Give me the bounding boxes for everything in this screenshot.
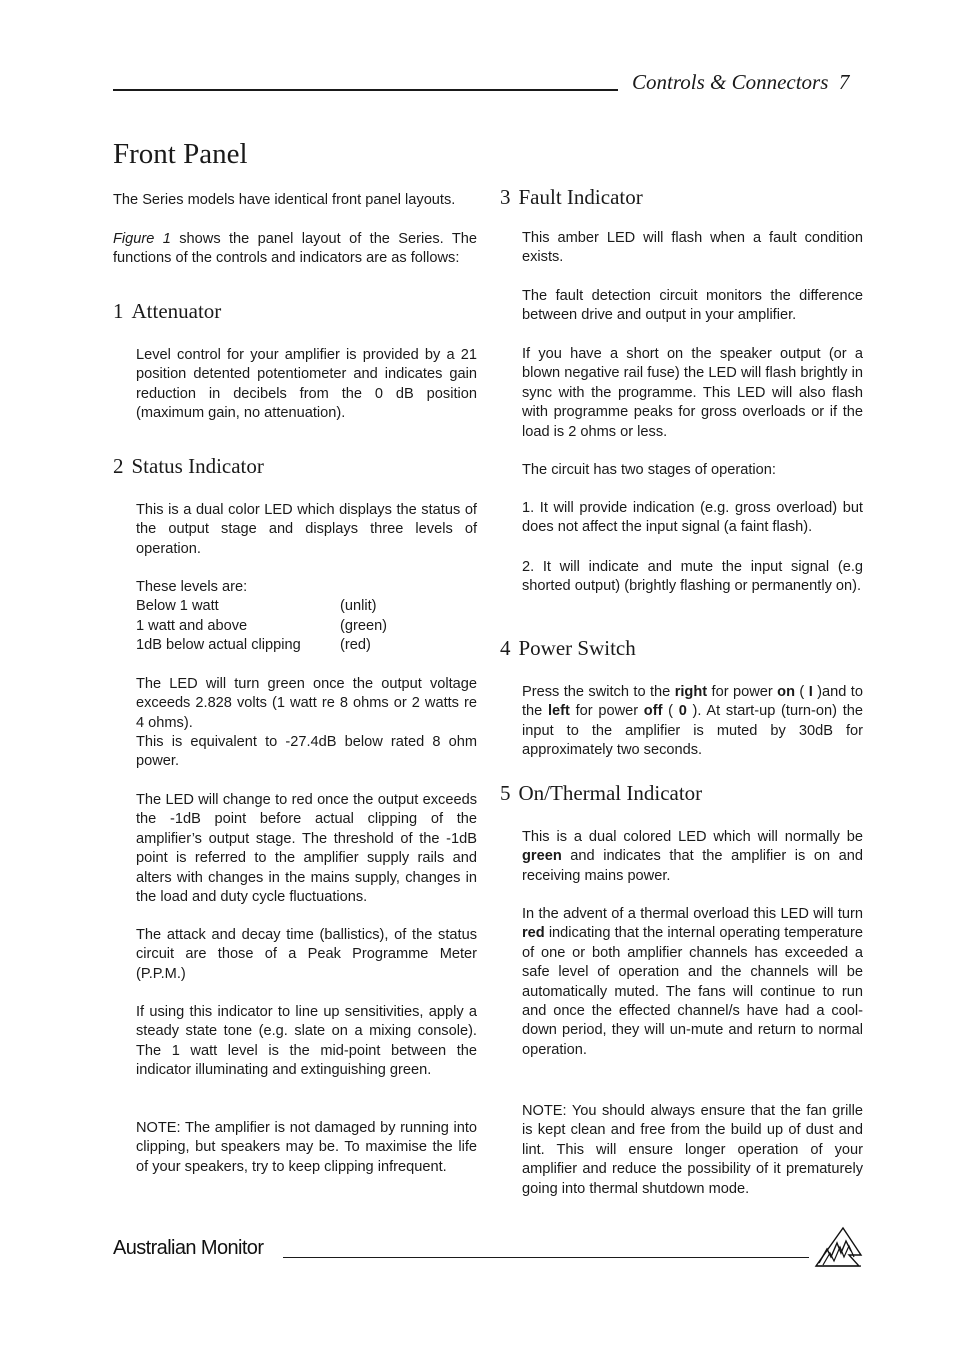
bold-off: off xyxy=(643,703,663,720)
status-note: NOTE: The amplifier is not damaged by running into clipping, but speakers may be. To maximise the life of your speakers, try to keep clipping infrequent. xyxy=(136,1120,477,1175)
section-title: Attenuator xyxy=(131,299,222,323)
section-number: 3 xyxy=(500,185,511,209)
intro-paragraph-2 xyxy=(113,230,477,269)
bold-symbol-off: 0 xyxy=(678,703,687,720)
attenuator-paragraph: Level control for your amplifier is provided by a 21 position detented potentiometer and indicates gain reduction in decibels from the 0 dB position (maximum gain, no attenuation). xyxy=(136,347,477,422)
header-page-number: 7 xyxy=(838,70,850,94)
status-paragraph-2: The LED will turn green once the output voltage exceeds 2.828 volts (1 watt re 8 ohms or 2 watts re 4 ohms). xyxy=(136,676,477,731)
thermal-paragraph-2 xyxy=(522,905,863,1060)
level-label: 1 watt and above xyxy=(136,618,248,634)
fault-paragraph-2: The fault detection circuit monitors the difference between drive and output in your amplifier. xyxy=(522,288,863,324)
level-row xyxy=(136,597,377,616)
bold-red: red xyxy=(522,925,545,942)
level-value: (unlit) xyxy=(340,598,377,614)
bold-left: left xyxy=(548,703,570,720)
fault-paragraph-6: 2. It will indicate and mute the input signal (e.g shorted output) (brightly flashing or permanently on). xyxy=(522,559,863,595)
section-title: Power Switch xyxy=(518,636,636,660)
level-label: Below 1 watt xyxy=(136,598,219,614)
level-row xyxy=(136,636,371,655)
thermal-paragraph-1 xyxy=(522,828,863,886)
text-run: Press the switch to the xyxy=(522,684,675,700)
text-run: ( xyxy=(795,684,809,700)
text-run: and indicates that the amplifier is on and receiving mains power. xyxy=(522,848,863,884)
thermal-note: NOTE: You should always ensure that the fan grille is kept clean and free from the build up of dust and lint. This will ensure longer operation of your amplifier and reduce the possibility of it prematurely going into thermal shutdown mode. xyxy=(522,1103,863,1197)
bold-on: on xyxy=(777,684,795,700)
bold-green: green xyxy=(522,848,562,865)
status-paragraph-6: If using this indicator to line up sensitivities, apply a steady state tone (e.g. slate on a mixing console). The 1 watt level is the mid-point between the indicator illuminating and extinguishing green. xyxy=(136,1004,477,1079)
section-heading-on-thermal-indicator xyxy=(500,781,702,806)
status-paragraph-5: The attack and decay time (ballistics), of the status circuit are those of a Peak Programme Meter (P.P.M.) xyxy=(136,927,477,982)
bold-right: right xyxy=(674,684,708,700)
page-title: Front Panel xyxy=(113,138,248,170)
brand-name: Australian Monitor xyxy=(113,1237,264,1259)
australian-monitor-logo-icon xyxy=(813,1225,863,1267)
fault-paragraph-3: If you have a short on the speaker output (or a blown negative rail fuse) the LED will flash brightly in sync with the programme. This LED will also flash with programme peaks for gross overloads or if the load is 2 ohms or less. xyxy=(522,346,863,440)
section-title: Fault Indicator xyxy=(518,185,643,209)
bold-symbol-on: I xyxy=(808,684,813,700)
section-title: Status Indicator xyxy=(131,454,264,478)
intro-text: shows the panel layout of the Series. The functions of the controls and indicators are as follows: xyxy=(113,231,477,267)
header-rule xyxy=(113,89,618,91)
text-run: ). At start-up (turn-on) the input to the amplifier is muted by 30dB for approximately two seconds. xyxy=(522,703,863,759)
text-run: for power xyxy=(569,703,644,720)
text-run: ( xyxy=(662,703,679,720)
section-heading-fault-indicator xyxy=(500,185,643,210)
section-number: 2 xyxy=(113,454,124,478)
text-run: This is a dual colored LED which will normally be xyxy=(522,829,863,845)
status-paragraph-4: The LED will change to red once the output exceeds the -1dB point before actual clipping of the amplifier’s output stage. The threshold of the -1dB point is referred to the amplifier supply rails and alters with changes in the mains supply, changes in the load and duty cycle fluctuations. xyxy=(136,792,477,906)
figure-reference: Figure 1 xyxy=(113,231,171,247)
levels-heading: These levels are: xyxy=(136,579,248,595)
level-value: (red) xyxy=(340,637,371,653)
level-value: (green) xyxy=(340,618,388,634)
fault-paragraph-4: The circuit has two stages of operation: xyxy=(522,462,776,478)
section-heading-power-switch xyxy=(500,636,636,661)
fault-paragraph-5: 1. It will provide indication (e.g. gross overload) but does not affect the input signal (a faint flash). xyxy=(522,500,863,536)
fault-paragraph-1: This amber LED will flash when a fault condition exists. xyxy=(522,230,863,266)
section-number: 4 xyxy=(500,636,511,660)
section-number: 1 xyxy=(113,299,124,323)
running-header xyxy=(632,70,849,95)
section-heading-status-indicator xyxy=(113,454,264,479)
text-run: )and to the xyxy=(522,684,863,720)
level-label: 1dB below actual clipping xyxy=(136,637,301,653)
level-row xyxy=(136,617,388,636)
footer-rule xyxy=(283,1257,809,1258)
section-heading-attenuator xyxy=(113,299,221,324)
text-run: In the advent of a thermal overload this LED will turn xyxy=(522,906,863,922)
section-title: On/Thermal Indicator xyxy=(518,781,703,805)
text-run: for power xyxy=(707,684,778,700)
intro-paragraph-1: The Series models have identical front panel layouts. xyxy=(113,192,456,208)
power-switch-paragraph xyxy=(522,683,863,761)
section-number: 5 xyxy=(500,781,511,805)
status-paragraph-1: This is a dual color LED which displays the status of the output stage and displays three levels of operation. xyxy=(136,502,477,557)
header-section: Controls & Connectors xyxy=(632,70,829,94)
status-paragraph-3: This is equivalent to -27.4dB below rated 8 ohm power. xyxy=(136,734,477,770)
text-run: indicating that the internal operating temperature of one or both amplifier channels has exceeded a safe level of operation and the channels will be automatically muted. The fans will continue to run and once the effected channel/s have had a cool-down period, they will un-mute and return to normal operation. xyxy=(522,925,863,1058)
